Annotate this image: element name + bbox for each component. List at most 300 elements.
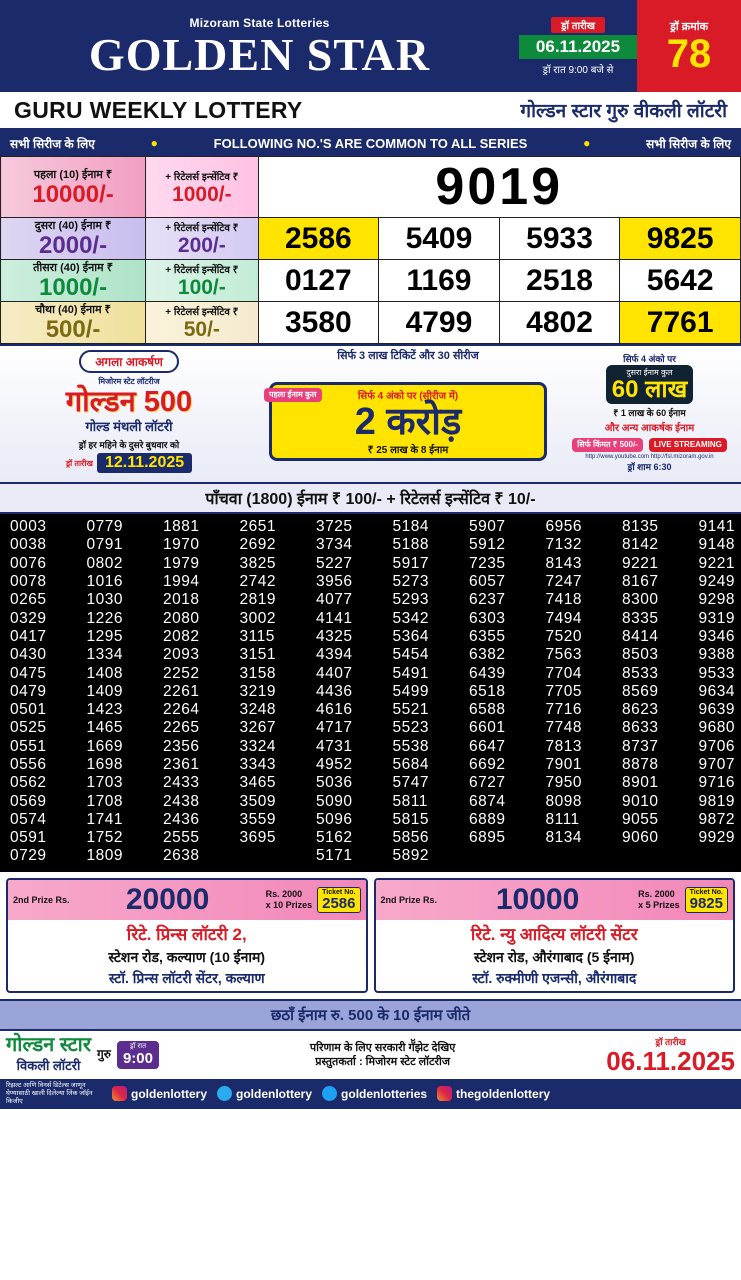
promo-right-top: सिर्फ 4 अंको पर (623, 354, 676, 364)
winner-2-amount: 10000 (495, 882, 580, 916)
prize-1-label-cell (1, 157, 146, 218)
number-grid-row (8, 847, 735, 865)
number-cell: 0038 (10, 536, 47, 554)
footer-draw-time-value: 9:00 (122, 1049, 153, 1067)
number-cell: 3324 (239, 737, 276, 755)
number-grid-row (8, 591, 735, 609)
number-cell: 5090 (316, 792, 353, 810)
number-grid-row (8, 829, 735, 847)
promo-middle (258, 346, 558, 482)
number-cell: 2433 (163, 774, 200, 792)
number-cell: 5815 (392, 810, 429, 828)
number-cell: 6303 (469, 609, 506, 627)
prize-2-incentive-label: + रिटेलर्स इन्सेंटिव ₹ (165, 223, 239, 234)
promo-live-url: http://www.youtube.com http://fsl.mizoram.gov.in (585, 454, 714, 460)
winner-1-mini-line2: x 10 Prizes (265, 899, 313, 910)
number-cell: 8623 (622, 701, 659, 719)
number-cell: 3956 (316, 573, 353, 591)
number-cell: 6647 (469, 737, 506, 755)
number-cell: 5273 (392, 573, 429, 591)
prize-2-amount: 2000/- (39, 232, 108, 259)
number-cell: 7520 (545, 627, 582, 645)
draw-number-block (637, 0, 741, 92)
prize-3-incentive-label: + रिटेलर्स इन्सेंटिव ₹ (165, 265, 239, 276)
number-cell: 9706 (698, 737, 735, 755)
number-cell: 8569 (622, 682, 659, 700)
number-cell: 1970 (163, 536, 200, 554)
number-cell: 0475 (10, 664, 47, 682)
number-cell: 5171 (316, 847, 353, 865)
number-cell: 2082 (163, 627, 200, 645)
footer-brand-line2: विकली लॉटरी (16, 1058, 81, 1074)
promo-next-attraction-tag: अगला आकर्षण (79, 350, 179, 373)
number-cell: 6518 (469, 682, 506, 700)
winner-2-prize-label: 2nd Prize Rs. (380, 894, 438, 905)
number-cell: 2555 (163, 829, 200, 847)
number-cell: 4717 (316, 719, 353, 737)
number-cell: 5811 (392, 792, 428, 810)
number-cell: 5747 (392, 774, 429, 792)
number-cell: 1016 (86, 573, 123, 591)
number-cell: 3465 (239, 774, 276, 792)
footer-note (165, 1041, 600, 1069)
number-cell: 2742 (239, 573, 276, 591)
number-cell: 9680 (698, 719, 735, 737)
winner-2-retailer: रिटे. न्यु आदित्य लॉटरी सेंटर (470, 924, 638, 944)
number-cell: 5538 (392, 737, 429, 755)
prize-row-1 (1, 157, 741, 218)
number-cell: 3002 (239, 609, 276, 627)
number-cell: 9141 (698, 518, 735, 536)
prize-3-label-cell (1, 260, 146, 302)
prize-4-incentive-cell (146, 302, 258, 344)
draw-time-text: ड्रॉ रात 9:00 बजे से (542, 64, 614, 76)
number-cell: 0551 (10, 737, 47, 755)
number-cell: 7494 (545, 609, 582, 627)
promo-draw-text: ड्रॉ हर महिने के दुसरे बुधवार को (78, 440, 180, 450)
number-cell: 2436 (163, 810, 200, 828)
winner-1-retailer: रिटे. प्रिन्स लॉटरी 2, (126, 924, 247, 944)
number-cell: 8300 (622, 591, 659, 609)
prize-4-number-2: 4799 (379, 302, 500, 344)
number-cell: 7132 (545, 536, 582, 554)
number-cell: 4436 (316, 682, 353, 700)
number-cell: 0591 (10, 829, 47, 847)
number-cell: 2651 (239, 518, 276, 536)
instagram-icon (112, 1086, 127, 1101)
number-cell: 1408 (86, 664, 123, 682)
fifth-prize-bar (0, 484, 741, 514)
number-cell: 4407 (316, 664, 353, 682)
draw-date-label: ड्रॉ तारीख (551, 17, 605, 33)
number-cell: 8098 (545, 792, 582, 810)
prize-4-incentive-label: + रिटेलर्स इन्सेंटिव ₹ (165, 307, 239, 318)
winner-card-1 (6, 878, 368, 993)
number-cell: 5521 (392, 701, 429, 719)
number-cell: 3559 (239, 810, 276, 828)
number-cell: 5499 (392, 682, 429, 700)
number-cell: 7418 (545, 591, 582, 609)
prize-row-3 (1, 260, 741, 302)
number-cell: 1708 (86, 792, 123, 810)
number-cell: 2361 (163, 756, 200, 773)
promo-evening-draw: ड्रॉ शाम 6:30 (627, 462, 672, 472)
number-cell: 9221 (622, 554, 659, 572)
number-grid-row (8, 573, 735, 591)
number-cell: 0525 (10, 719, 47, 737)
number-cell: 1741 (86, 810, 123, 828)
number-cell: 3158 (239, 664, 276, 682)
number-cell: 0076 (10, 554, 47, 572)
number-cell: 5491 (392, 664, 429, 682)
instagram-icon-2 (437, 1086, 452, 1101)
number-cell: 0791 (86, 536, 123, 554)
number-cell: 3248 (239, 701, 276, 719)
number-cell: 2093 (163, 646, 200, 664)
number-cell: 8135 (622, 518, 659, 536)
number-cell: 0556 (10, 756, 47, 773)
number-cell: 0802 (86, 554, 123, 572)
social-handle-4: thegoldenlottery (456, 1086, 551, 1101)
number-cell: 8335 (622, 609, 659, 627)
number-grid-row (8, 738, 735, 756)
number-grid-row (8, 756, 735, 774)
number-cell: 8134 (545, 829, 582, 847)
number-cell: 9707 (698, 756, 735, 773)
number-cell: 9639 (698, 701, 735, 719)
number-cell: 2264 (163, 701, 200, 719)
common-series-bar (0, 130, 741, 156)
number-cell: 9819 (698, 792, 735, 810)
common-middle-text: FOLLOWING NO.'S ARE COMMON TO ALL SERIES (213, 135, 528, 151)
number-cell: 3695 (239, 829, 276, 847)
number-grid-row (8, 518, 735, 536)
number-cell: 9148 (698, 536, 735, 554)
number-cell: 4394 (316, 646, 353, 664)
number-cell: 7748 (545, 719, 582, 737)
number-cell: 9346 (698, 627, 735, 645)
number-cell: 0003 (10, 518, 47, 536)
winner-1-ticket (317, 887, 360, 913)
number-cell: 5188 (392, 536, 429, 554)
number-cell: 9929 (698, 829, 735, 847)
number-cell: 8633 (622, 719, 659, 737)
number-grid-row (8, 774, 735, 792)
telegram-icon (217, 1086, 232, 1101)
number-cell: 9872 (698, 810, 735, 828)
number-cell: 0265 (10, 591, 47, 609)
number-cell: 6382 (469, 646, 506, 664)
number-cell-empty (620, 847, 697, 865)
social-item-twitter[interactable] (322, 1086, 427, 1101)
winner-2-stockist: स्टॉ. रुक्मीणी एजन्सी, औरंगाबाद (472, 969, 637, 986)
number-cell: 5096 (316, 810, 353, 828)
prize-3-number-3: 2518 (499, 260, 620, 302)
number-cell: 3219 (239, 682, 276, 700)
number-cell: 1423 (86, 701, 123, 719)
footer-guru: गुरु (97, 1047, 111, 1062)
number-cell: 6601 (469, 719, 506, 737)
number-cell: 5912 (469, 536, 506, 554)
winner-1-ticket-label: Ticket No. (322, 888, 356, 896)
winner-2-mini (638, 889, 680, 911)
number-cell: 0329 (10, 609, 47, 627)
number-cell: 2692 (239, 536, 276, 554)
number-cell: 1703 (86, 774, 123, 792)
footer-date-label: ड्रॉ तारीख (655, 1036, 686, 1047)
prize-4-number-3: 4802 (499, 302, 620, 344)
number-grid-row (8, 609, 735, 627)
number-cell: 3509 (239, 792, 276, 810)
number-cell: 6956 (545, 518, 582, 536)
number-cell: 8414 (622, 627, 659, 645)
promo-org: मिजोरम स्टेट लॉटरीज (98, 377, 160, 386)
number-cell: 5364 (392, 627, 429, 645)
header-subtitle: Mizoram State Lotteries (189, 16, 330, 30)
page-title: GOLDEN STAR (88, 29, 431, 80)
prize-1-number: 9019 (258, 157, 740, 218)
number-cell: 0430 (10, 646, 47, 664)
common-right-text: सभी सिरीज के लिए (646, 136, 731, 151)
number-grid-row (8, 683, 735, 701)
number-cell: 5523 (392, 719, 429, 737)
number-cell: 1809 (86, 847, 123, 865)
number-cell: 5856 (392, 829, 429, 847)
prize-row-2 (1, 218, 741, 260)
winner-1-header (8, 880, 366, 920)
winner-2-mini-line2: x 5 Prizes (638, 899, 680, 910)
number-cell: 7705 (545, 682, 582, 700)
promo-crore-amount: 2 करोड़ (354, 400, 462, 443)
number-cell: 3115 (239, 627, 275, 645)
number-cell: 9060 (622, 829, 659, 847)
number-cell: 5184 (392, 518, 429, 536)
draw-number-value: 78 (666, 31, 712, 76)
number-cell: 9221 (698, 554, 735, 572)
winner-cards (0, 872, 741, 999)
number-cell: 9716 (698, 774, 735, 792)
prize-4-incentive-amount: 50/- (183, 318, 220, 341)
number-cell: 0574 (10, 810, 47, 828)
social-handle-2: goldenlottery (236, 1086, 313, 1101)
footer-brand-line1: गोल्डन स्टार (6, 1034, 92, 1057)
prize-2-number-1: 2586 (258, 218, 379, 260)
prize-3-amount: 1000/- (39, 274, 108, 301)
promo-banner (0, 344, 741, 484)
social-item-telegram[interactable] (217, 1086, 312, 1101)
prize-4-number-4: 7761 (620, 302, 741, 344)
footer-date-value: 06.11.2025 (606, 1045, 735, 1076)
lottery-name-english: GURU WEEKLY LOTTERY (14, 96, 303, 123)
number-cell: 0479 (10, 682, 47, 700)
social-handle-1: goldenlottery (131, 1086, 208, 1101)
number-cell: 8167 (622, 573, 659, 591)
winner-1-amount: 20000 (125, 882, 210, 916)
fifth-prize-numbers-panel (0, 514, 741, 872)
winner-2-mini-line1: Rs. 2000 (638, 888, 675, 899)
prize-2-incentive-cell (146, 218, 258, 260)
number-grid-row (8, 719, 735, 737)
number-cell: 2819 (239, 591, 276, 609)
winner-2-ticket (685, 887, 728, 913)
number-cell: 6727 (469, 774, 506, 792)
number-grid-row (8, 555, 735, 573)
number-cell: 2438 (163, 792, 200, 810)
prize-3-number-4: 5642 (620, 260, 741, 302)
number-cell: 5036 (316, 774, 353, 792)
number-grid (8, 518, 735, 866)
prize-4-label: चौथा (40) ईनाम ₹ (35, 304, 111, 316)
promo-product-sub: गोल्ड मंथली लॉटरी (85, 419, 173, 434)
number-cell: 2018 (163, 591, 200, 609)
number-cell: 5342 (392, 609, 429, 627)
number-cell: 7704 (545, 664, 582, 682)
promo-left (0, 346, 258, 482)
promo-tickets-text: सिर्फ 3 लाख टिकिटें और 30 सीरीज (337, 350, 479, 362)
draw-date-block (519, 0, 637, 92)
promo-first-prize-badge: पहला ईनाम कुल (264, 388, 322, 402)
number-cell: 4141 (316, 609, 353, 627)
number-cell: 8737 (622, 737, 659, 755)
number-cell: 0779 (86, 518, 123, 536)
bullet-icon: ● (150, 136, 158, 150)
footer-note-line1: परिणाम के लिए सरकारी गॅॅझेट देखिए (309, 1041, 456, 1054)
number-cell: 6439 (469, 664, 506, 682)
winner-1-prize-label: 2nd Prize Rs. (13, 894, 70, 905)
number-cell: 5917 (392, 554, 429, 572)
number-cell: 2252 (163, 664, 200, 682)
number-cell: 1669 (86, 737, 123, 755)
prize-3-incentive-cell (146, 260, 258, 302)
promo-crore-foot: ₹ 25 लाख के 8 ईनाम (367, 444, 449, 456)
number-cell: 1030 (86, 591, 123, 609)
number-grid-row (8, 792, 735, 810)
number-cell: 5162 (316, 829, 353, 847)
footer (0, 1031, 741, 1079)
number-cell: 1334 (86, 646, 123, 664)
prize-1-incentive-cell (146, 157, 258, 218)
number-cell: 1994 (163, 573, 200, 591)
social-bar (0, 1079, 741, 1109)
prize-2-label-cell (1, 218, 146, 260)
number-cell: 4077 (316, 591, 353, 609)
number-cell: 9249 (698, 573, 735, 591)
promo-price-badge: सिर्फ किंमत ₹ 500/- (572, 438, 643, 452)
number-cell: 1226 (86, 609, 123, 627)
promo-product-name: गोल्डन 500 (65, 386, 193, 418)
number-cell: 8901 (622, 774, 659, 792)
sixth-prize-bar: छठाँ ईनाम रु. 500 के 10 ईनाम जीते (0, 999, 741, 1031)
promo-second-prize-detail: ₹ 1 लाख के 60 ईनाम (613, 408, 686, 418)
twitter-icon (322, 1086, 337, 1101)
number-cell: 9298 (698, 591, 735, 609)
prize-3-incentive-amount: 100/- (177, 276, 226, 299)
winner-2-address: स्टेशन रोड, औरंगाबाद (5 ईनाम) (474, 948, 635, 965)
number-cell: 9533 (698, 664, 735, 682)
number-grid-row (8, 536, 735, 554)
prize-2-number-4: 9825 (620, 218, 741, 260)
number-cell: 6237 (469, 591, 506, 609)
prize-1-label: पहला (10) ईनाम ₹ (33, 168, 113, 181)
number-cell: 8111 (545, 810, 580, 828)
footer-note-line2: प्रस्तुतकर्ता : मिजोरम स्टेट लॉटरीज (315, 1055, 451, 1068)
number-cell: 5907 (469, 518, 506, 536)
number-cell: 8533 (622, 664, 659, 682)
prize-4-label-cell (1, 302, 146, 344)
number-cell: 0501 (10, 701, 47, 719)
number-cell: 1698 (86, 756, 123, 773)
number-cell: 4952 (316, 756, 353, 773)
prize-4-amount: 500/- (45, 316, 101, 343)
prize-2-number-2: 5409 (379, 218, 500, 260)
prize-2-incentive-amount: 200/- (177, 234, 226, 257)
prize-1-amount: 10000/- (32, 180, 114, 208)
winner-card-2 (374, 878, 736, 993)
social-item-instagram[interactable] (112, 1086, 207, 1101)
number-cell: 5293 (392, 591, 429, 609)
header-brand (0, 0, 519, 92)
number-cell-empty (467, 847, 544, 865)
live-streaming-icon[interactable]: LIVE STREAMING (649, 438, 727, 452)
header (0, 0, 741, 92)
number-grid-body (8, 518, 735, 866)
lottery-name-hindi: गोल्डन स्टार गुरु वीकली लॉटरी (520, 101, 727, 122)
prize-3-number-1: 0127 (258, 260, 379, 302)
promo-second-prize-amount: 60 लाख (611, 376, 688, 403)
number-cell: 9055 (622, 810, 659, 828)
number-cell-empty (238, 847, 315, 865)
number-grid-row (8, 646, 735, 664)
number-cell: 7235 (469, 554, 506, 572)
promo-badges (558, 438, 741, 452)
number-cell: 8143 (545, 554, 582, 572)
number-cell: 1465 (86, 719, 123, 737)
promo-other-prizes: और अन्य आकर्षक ईनाम (604, 423, 695, 434)
social-item-instagram-2[interactable] (437, 1086, 550, 1101)
number-cell: 6588 (469, 701, 506, 719)
number-cell: 4616 (316, 701, 353, 719)
number-cell: 3151 (239, 646, 276, 664)
number-cell: 2080 (163, 609, 200, 627)
number-cell: 0078 (10, 573, 47, 591)
number-cell: 1295 (86, 627, 123, 645)
number-cell: 7901 (545, 756, 582, 773)
prize-2-label: दुसरा (40) ईनाम ₹ (34, 220, 112, 232)
footer-date (606, 1035, 735, 1075)
number-cell: 5227 (316, 554, 353, 572)
number-cell: 9388 (698, 646, 735, 664)
number-cell: 0417 (10, 627, 47, 645)
draw-number-label: ड्रॉ क्रमांक (669, 20, 709, 33)
winner-2-header (376, 880, 734, 920)
winner-2-ticket-no: 9825 (689, 894, 723, 912)
number-cell: 9634 (698, 682, 735, 700)
number-cell: 2261 (163, 682, 200, 700)
number-cell: 3725 (316, 518, 353, 536)
number-cell: 7563 (545, 646, 582, 664)
number-cell: 5454 (392, 646, 429, 664)
prize-table (0, 156, 741, 344)
number-cell: 3267 (239, 719, 276, 737)
winner-2-ticket-label: Ticket No. (689, 888, 723, 896)
number-cell: 4731 (316, 737, 353, 755)
number-cell: 6895 (469, 829, 506, 847)
number-cell-empty (544, 847, 621, 865)
prize-3-number-2: 1169 (379, 260, 500, 302)
bullet-icon-2: ● (583, 136, 591, 150)
prize-2-number-3: 5933 (499, 218, 620, 260)
number-cell: 9319 (698, 609, 735, 627)
